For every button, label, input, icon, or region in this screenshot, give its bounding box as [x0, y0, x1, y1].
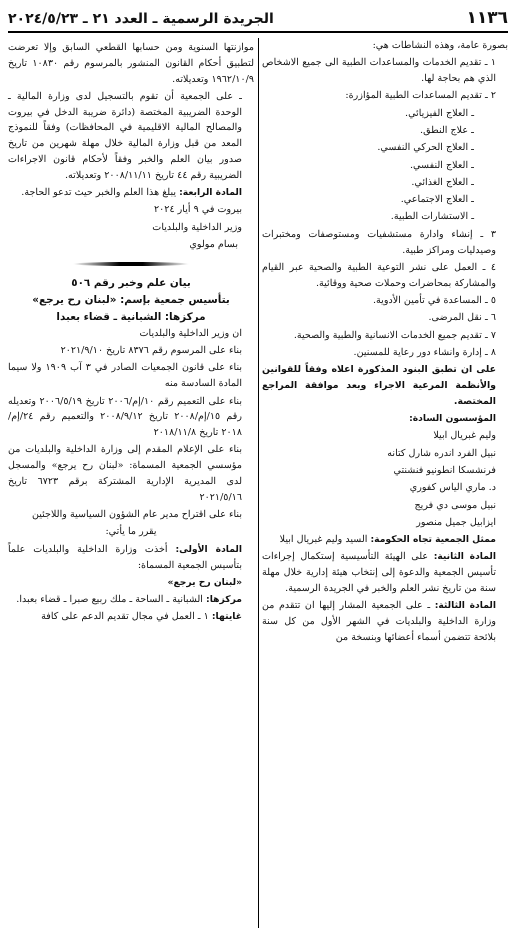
- legal-condition: على ان تطبق البنود المذكورة اعلاه وفقاً للقوانين والأنظمة المرعية الاجراء وبعد موافقة المراجع المختصة.: [262, 364, 496, 407]
- goals: [8, 609, 254, 625]
- signature-title: وزير الداخلية والبلديات: [152, 221, 242, 233]
- header-rule: [8, 31, 508, 33]
- article-one: [8, 542, 254, 574]
- founders-label: المؤسسون السادة:: [409, 413, 496, 425]
- representative-label: ممثل الجمعية تجاه الحكومة:: [370, 534, 496, 546]
- activity-item-1: ١ ـ تقديم الخدمات والمساعدات الطبية الى جميع الاشخاص الذي هم بحاجة لها.: [262, 57, 496, 85]
- tax-registration-paragraph: ـ على الجمعية أن تقوم بالتسجيل لدى وزارة المالية ـ الوحدة الضريبية المختصة (دائرة ضريبة الدخل في بيروت والمصالح المالية الاقليمية في المحافظات) وفقاً للنموذج المعد من قبل وزارة المالية خلال مهلة شهرين من تاريخ صدور بيان العلم والخبر وفقاً لأحكام قانون الاجراءات الضريبية رقم ٤٤ تاريخ ٢٠٠٨/١١/١١ وتعديلاته.: [8, 90, 242, 181]
- minister-line: ان وزير الداخلية والبلديات: [139, 327, 242, 339]
- signature-date: بيروت في ٩ أيار ٢٠٢٤: [154, 204, 242, 216]
- intro-text: بصورة عامة، وهذه النشاطات هي:: [372, 40, 508, 51]
- article-four: [8, 185, 254, 201]
- sub-item: ـ العلاج الحركي النفسي.: [377, 142, 474, 154]
- page-number: ١١٣٦: [466, 8, 508, 28]
- founder-name: نبيل الفرد اندره شارل كتانه: [387, 447, 496, 459]
- notice-subtitle-name: بتأسيس جمعية بإسم: «لبنان رح يرجع»: [32, 293, 230, 306]
- article-three-label: المادة الثالثة:: [434, 600, 496, 612]
- article-four-text: يبلغ هذا العلم والخبر حيث تدعو الحاجة.: [21, 187, 177, 199]
- headquarters: [8, 592, 254, 608]
- founder-name: وليم غبريال ابيلا: [433, 430, 496, 442]
- activity-item-3: ٣ ـ إنشاء وادارة مستشفيات ومستوصفات ومختبرات وصيدليات ومراكز طبية.: [262, 228, 496, 256]
- legal-basis: بناء على التعميم رقم ١٠/إم/٢٠٠٦ تاريخ ٢٠٠٦/٥/١٩ وتعديله رقم ١٥/إم/٢٠٠٨ تاريخ ٢٠٠٨/٩/١٢ والتعميم رقم ٢٤/إم/٢٠١٨ تاريخ ٢٠١٨/١١/٨: [8, 395, 242, 439]
- headquarters-text: الشبانية ـ الساحة ـ ملك ربيع صبرا ـ قضاء بعبدا.: [16, 594, 203, 606]
- activity-item-6: ٦ ـ نقل المرضى.: [428, 312, 496, 324]
- activity-item-8: ٨ ـ إدارة وانشاء دور رعاية للمسنين.: [353, 346, 496, 358]
- founder-name: فرنشسكا انطونيو فنشنتي: [393, 464, 496, 476]
- sub-item: ـ العلاج الاجتماعي.: [400, 194, 474, 206]
- notice-title: بيان علم وخبر رقم ٥٠٦: [71, 276, 191, 289]
- article-three: [262, 598, 508, 645]
- article-four-label: المادة الرابعة:: [179, 187, 242, 199]
- article-three-text: ـ على الجمعية المشار إليها ان تتقدم من وزارة الداخلية والبلديات في الشهر الأول من كل سنة بلائحة تتضمن أسماء أعضائها وبنسخة من: [262, 600, 496, 643]
- article-two: [262, 549, 508, 596]
- representative-name: السيد وليم غبريال ابيلا: [279, 534, 368, 546]
- decides-line: يقرر ما يأتي:: [105, 526, 157, 538]
- sub-item: ـ العلاج الفيزيائي.: [405, 107, 474, 119]
- goals-text: ١ ـ العمل في مجال تقديم الدعم على كافة: [41, 611, 209, 623]
- sub-item: ـ العلاج النفسي.: [410, 159, 474, 171]
- goals-label: غايتها:: [211, 611, 242, 623]
- founder-name: ايزابيل جميل منصور: [416, 516, 496, 528]
- headquarters-label: مركزها:: [206, 594, 242, 606]
- column-divider: [258, 38, 259, 928]
- activity-item-4: ٤ ـ العمل على نشر التوعية الطبية والصحية عبر القيام والمشاركة بمحاضرات وحملات صحية ووقائية.: [262, 261, 496, 289]
- article-one-label: المادة الأولى:: [175, 543, 242, 555]
- legal-basis: بناء على اقتراح مدير عام الشؤون السياسية واللاجئين: [31, 509, 242, 521]
- activity-item-7: ٧ ـ تقديم جميع الخدمات الانسانية والطبية والصحية.: [293, 329, 496, 341]
- gazette-issue: الجريدة الرسمية ـ العدد ٢١ ـ ٢٠٢٤/٥/٢٣: [8, 11, 274, 27]
- left-column: [8, 40, 254, 627]
- article-one-text: أخذت وزارة الداخلية والبلديات علماً بتأسيس الجمعية المسماة:: [8, 543, 242, 571]
- article-two-text: على الهيئة التأسيسية إستكمال إجراءات تأسيس الجمعية والدعوة إلى إنتخاب هيئة إدارية خلال مهلة سنة من تاريخ نشر العلم والخبر في الجريدة الرسمية.: [262, 551, 496, 594]
- legal-basis: بناء على قانون الجمعيات الصادر في ٣ آب ١٩٠٩ ولا سيما المادة السادسة منه: [8, 362, 243, 390]
- founder-name: نبيل موسى دي فريج: [414, 499, 496, 511]
- page-header: [8, 8, 508, 28]
- sub-item: ـ العلاج الغذائي.: [411, 176, 474, 188]
- sub-item: ـ الاستشارات الطبية.: [390, 211, 474, 223]
- right-column: [262, 38, 508, 647]
- sub-item: ـ علاج النطق.: [420, 124, 474, 136]
- continued-paragraph: موازنتها السنوية ومن حسابها القطعي السابق وإلا تعرضت لتطبيق أحكام القانون المنشور بالمرسوم رقم ١٠٨٣٠ تاريخ ١٩٦٢/١٠/٩ وتعديلاته.: [8, 42, 254, 85]
- legal-basis: بناء على المرسوم رقم ٨٣٧٦ تاريخ ٢٠٢١/٩/١٠: [60, 345, 242, 357]
- founder-name: د. ماري الياس كفوري: [409, 482, 496, 494]
- activity-item-5: ٥ ـ المساعدة في تأمين الأدوية.: [372, 294, 496, 306]
- legal-basis: بناء على الإعلام المقدم إلى وزارة الداخلية والبلديات من مؤسسي الجمعية المسماة: «لبنان رح يرجع» والمسجل لدى المديرية الإدارية المشتركة برقم ٦٧٢٣ تاريخ ٢٠٢١/٥/١٦: [8, 444, 242, 503]
- activity-item-2: ٢ ـ تقديم المساعدات الطبية المؤازرة:: [345, 90, 496, 102]
- association-name: «لبنان رح يرجع»: [167, 576, 242, 588]
- signature-name: بسام مولوي: [189, 239, 238, 251]
- notice-subtitle-location: مركزها: الشبانية ـ قضاء بعبدا: [56, 310, 206, 323]
- government-representative: [262, 532, 508, 548]
- article-two-label: المادة الثانية:: [433, 551, 496, 563]
- section-divider: [73, 262, 189, 266]
